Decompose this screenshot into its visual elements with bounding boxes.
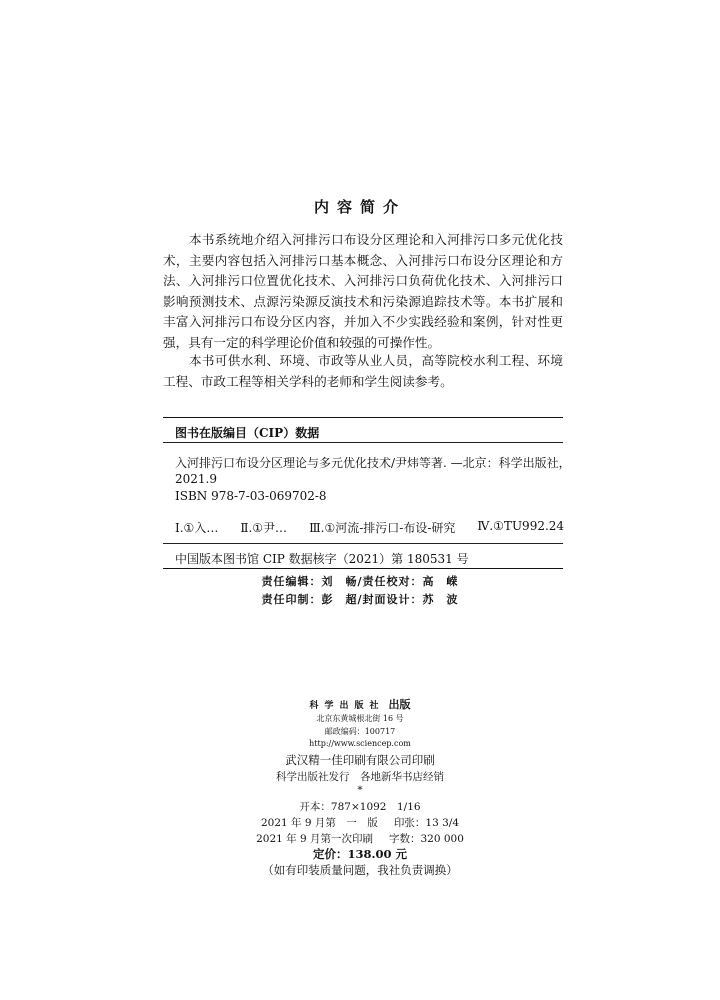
cip-top-rule xyxy=(163,417,563,418)
publisher-suffix: 出版 xyxy=(388,698,411,711)
quality-note: （如有印装质量问题，我社负责调换） xyxy=(262,863,458,877)
cip-class-item: Ⅱ.①尹… xyxy=(240,521,288,535)
publisher-website: http://www.sciencep.com xyxy=(309,739,411,748)
cip-heading-rule xyxy=(163,442,563,443)
publisher-postcode: 邮政编码：100717 xyxy=(324,727,396,736)
print-date: 2021 年 9 月第一次印刷 xyxy=(256,833,373,845)
printing-line xyxy=(0,831,720,846)
print-sheets: 印张：13 3/4 xyxy=(393,817,460,829)
cip-class-item: Ⅲ.①河流-排污口-布设-研究 xyxy=(309,521,456,535)
cip-bottom-rule xyxy=(163,568,563,569)
distribution-line: 科学出版社发行 各地新华书店经销 xyxy=(276,771,444,783)
credits-line-2: 责任印制：彭 超/封面设计：苏 波 xyxy=(261,593,459,606)
printer-line: 武汉精一佳印刷有限公司印刷 xyxy=(285,753,435,767)
summary-title: 内容简介 xyxy=(313,198,406,216)
cip-class-item: Ⅰ.①入… xyxy=(175,521,219,535)
edition-line xyxy=(0,815,720,830)
cip-class-item: Ⅳ.①TU992.24 xyxy=(477,519,565,533)
separator-star: * xyxy=(357,784,363,796)
cip-isbn: ISBN 978-7-03-069702-8 xyxy=(175,489,327,503)
summary-paragraph-2: 本书可供水利、环境、市政等从业人员，高等院校水利工程、环境工程、市政工程等相关学科的老师和学生阅读参考。 xyxy=(163,353,563,389)
publisher-address: 北京东黄城根北街 16 号 xyxy=(316,714,404,723)
cip-classification xyxy=(175,519,564,536)
cip-middle-rule xyxy=(163,543,563,544)
price-line: 定价：138.00 元 xyxy=(312,847,407,861)
summary-paragraph-1: 本书系统地介绍入河排污口布设分区理论和入河排污口多元优化技术，主要内容包括入河排污口基本概念、入河排污口布设分区理论和方法、入河排污口位置优化技术、入河排污口负荷优化技术、入河排污口影响预测技术、点源污染源反演技术和污染源追踪技术等。本书扩展和丰富入河排污口布设分区内容，并加入不少实践经验和案例，针对性更强，具有一定的科学理论价值和较强的可操作性。 xyxy=(163,232,563,350)
format-line: 开本：787×1092 1/16 xyxy=(299,801,421,813)
cip-core-number: 中国版本图书馆 CIP 数据核字（2021）第 180531 号 xyxy=(175,552,469,566)
edition-date: 2021 年 9 月第 一 版 xyxy=(260,817,378,829)
credits-line-1: 责任编辑：刘 畅/责任校对：高 嵘 xyxy=(261,575,459,588)
cip-record-line-2: 2021.9 xyxy=(175,472,217,486)
publisher-name xyxy=(0,696,720,712)
cip-record-line-1: 入河排污口布设分区理论与多元优化技术/尹炜等著. —北京：科学出版社， xyxy=(175,456,571,470)
word-count: 字数：320 000 xyxy=(389,833,464,845)
publisher-seal: 科学出版社 xyxy=(309,701,385,711)
cip-heading: 图书在版编目（CIP）数据 xyxy=(175,426,320,440)
